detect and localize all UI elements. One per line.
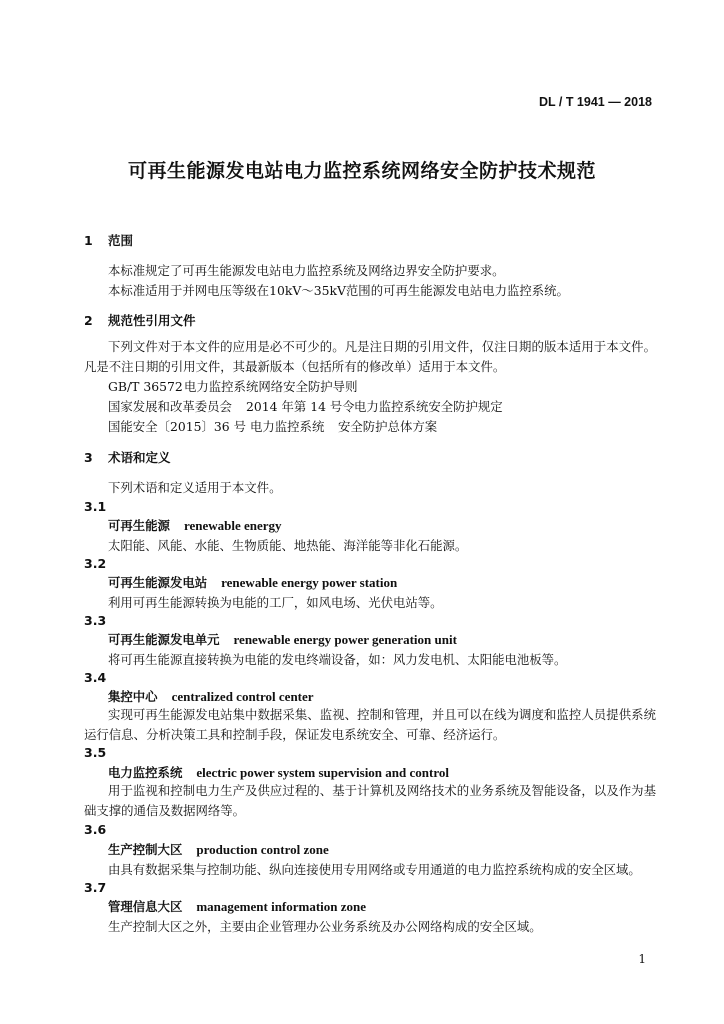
term-name	[108, 630, 457, 648]
term-name	[108, 516, 282, 534]
section-1-paragraph-2: 本标准适用于并网电压等级在10kV～35kV范围的可再生能源发电站电力监控系统。	[108, 283, 569, 298]
section-title: 术语和定义	[108, 450, 171, 465]
term-definition: 太阳能、风能、水能、生物质能、地热能、海洋能等非化石能源。	[108, 538, 468, 553]
term-name-en: renewable energy power station	[221, 575, 398, 590]
term-number: 3.5	[84, 745, 107, 760]
term-name-zh: 电力监控系统	[108, 765, 183, 780]
term-name-zh: 管理信息大区	[108, 899, 183, 914]
term-name	[108, 573, 397, 591]
page-number: 1	[638, 952, 646, 966]
reference-code: 2014 年第 14 号令	[246, 399, 355, 414]
section-number: 3	[84, 450, 93, 465]
standard-code: DL / T 1941 — 2018	[538, 95, 652, 109]
term-definition: 生产控制大区之外，主要由企业管理办公业务系统及办公网络构成的安全区域。	[108, 919, 542, 934]
term-name	[108, 897, 366, 915]
term-definition: 实现可再生能源发电站集中数据采集、监视、控制和管理，并且可以在线为调度和监控人员提供系统运行信息、分析决策工具和控制手段，保证发电系统安全、可靠、经济运行。	[84, 707, 656, 742]
term-number: 3.4	[84, 670, 107, 685]
term-name-zh: 可再生能源	[108, 518, 170, 533]
term-name-en: production control zone	[196, 842, 329, 857]
term-name	[108, 840, 329, 858]
term-number: 3.1	[84, 499, 107, 514]
section-number: 1	[84, 233, 93, 248]
section-title: 规范性引用文件	[108, 313, 196, 328]
section-3-intro: 下列术语和定义适用于本文件。	[108, 480, 282, 495]
term-name-zh: 可再生能源发电站	[108, 575, 208, 590]
reference-title: 电力监控系统网络安全防护导则	[184, 379, 358, 394]
reference-issuer: 国家发展和改革委员会	[108, 399, 232, 414]
reference-title: 电力监控系统安全防护规定	[354, 399, 503, 414]
term-definition: 用于监视和控制电力生产及供应过程的、基于计算机及网络技术的业务系统及智能设备，以及作为基础支撑的通信及数据网络等。	[84, 783, 656, 818]
term-name-en: centralized control center	[171, 689, 314, 704]
term-number: 3.7	[84, 880, 107, 895]
document-title: 可再生能源发电站电力监控系统网络安全防护技术规范	[127, 160, 596, 182]
term-number: 3.2	[84, 556, 107, 571]
section-2-heading	[84, 311, 196, 329]
term-name	[108, 687, 314, 705]
term-name-zh: 生产控制大区	[108, 842, 183, 857]
term-definition: 利用可再生能源转换为电能的工厂，如风电场、光伏电站等。	[108, 595, 443, 610]
term-number: 3.3	[84, 613, 107, 628]
term-name-zh: 集控中心	[108, 689, 158, 704]
term-name-en: renewable energy	[183, 518, 282, 533]
reference-item	[108, 377, 357, 395]
section-1-heading	[84, 231, 133, 249]
reference-item	[108, 417, 437, 435]
section-title: 范围	[108, 233, 134, 248]
section-3-heading	[84, 448, 171, 466]
term-number: 3.6	[84, 822, 107, 837]
reference-code: GB/T 36572	[108, 379, 183, 394]
term-name-en: electric power system supervision and control	[196, 765, 449, 780]
reference-title-part: 电力监控系统	[250, 419, 325, 434]
term-name-en: management information zone	[196, 899, 367, 914]
term-definition: 由具有数据采集与控制功能、纵向连接使用专用网络或专用通道的电力监控系统构成的安全区域。	[108, 862, 641, 877]
term-name-zh: 可再生能源发电单元	[108, 632, 220, 647]
section-2-intro: 下列文件对于本文件的应用是必不可少的。凡是注日期的引用文件，仅注日期的版本适用于本文件。凡是不注日期的引用文件，其最新版本（包括所有的修改单）适用于本文件。	[84, 339, 656, 374]
section-number: 2	[84, 313, 93, 328]
term-name	[108, 763, 449, 781]
term-name-en: renewable energy power generation unit	[233, 632, 457, 647]
reference-item	[108, 397, 503, 415]
term-definition: 将可再生能源直接转换为电能的发电终端设备，如：风力发电机、太阳能电池板等。	[108, 652, 567, 667]
reference-code: 国能安全〔2015〕36 号	[108, 419, 246, 434]
reference-title-part: 安全防护总体方案	[338, 419, 438, 434]
section-1-paragraph-1: 本标准规定了可再生能源发电站电力监控系统及网络边界安全防护要求。	[108, 263, 505, 278]
